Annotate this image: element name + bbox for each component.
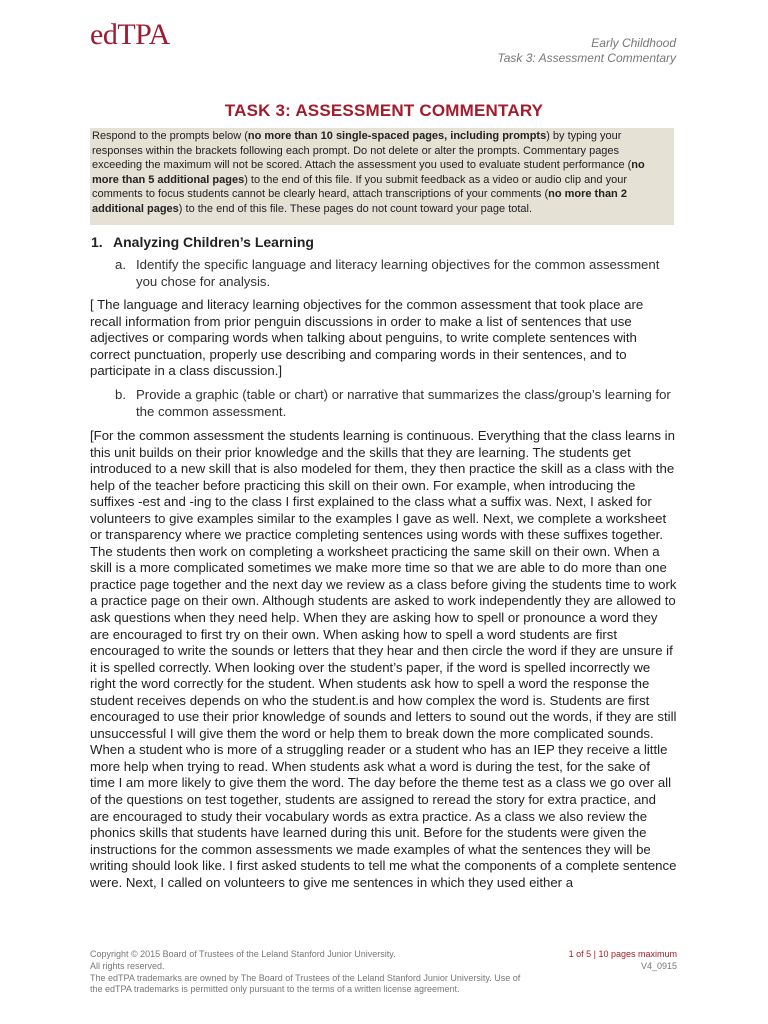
section-number: 1. — [91, 234, 103, 250]
footer-copyright — [90, 949, 530, 996]
prompt-b-text: Provide a graphic (table or chart) or narrative that summarizes the class/group’s learning for the common assessment. — [136, 387, 671, 419]
footer-trademark-line: The edTPA trademarks are owned by The Board of Trustees of the Leland Stanford Junior University. Use of the edTPA trademarks is permitted only pursuant to the terms of a written license agreement. — [90, 972, 521, 995]
instructions-bold-limit: no more than 5 additional pages — [92, 159, 645, 186]
version-label: V4_0915 — [640, 960, 677, 971]
instructions-bold-limit: no more than 10 single-spaced pages, including prompts — [247, 130, 547, 142]
edtpa-logo: edTPA — [90, 18, 170, 51]
prompt-a-text: Identify the specific language and literacy learning objectives for the common assessment you chose for analysis. — [136, 257, 660, 289]
response-b: [For the common assessment the students learning is continuous. Everything that the class learns in this unit builds on their prior knowledge and the skills that they are learning. The students get introduced to a new skill that is also modeled for them, they then practice the skill as a class with the help of the teacher before practicing this skill on their own. For example, when introducing the suffixes -est and -ing to the class I first explained to the class what a suffix was. Next, I asked for volunteers to give examples similar to the examples I gave as well. Next, we complete a worksheet or transparency where we practice completing sentences using words with these suffixes together. The students then work on completing a worksheet practicing the same skill on their own. When a skill is a more complicated sometimes we make more time so that we are able to do more than one practice page together and the next day we review as a class before giving the students time to work a practice page on their own. Although students are asked to work independently they are allowed to ask questions when they need help. When they are asking how to spell or pronounce a word they are encouraged to first try on their own. When asking how to spell a word students are first encouraged to write the sounds or letters that they hear and then circle the word if they are unsure if it is spelled correctly. When looking over the student’s paper, if the word is spelled incorrectly we right the word correctly for the student. When students ask how to spell a word the response the student receives depends on who the student.is and how complex the word is. Students are first encouraged to use their prior knowledge of sounds and letters to sound out the words, if they are still unsuccessful I will give them the word or help them to break down the more complicated sounds. When a student who is more of a struggling reader or a student who has an IEP they receive a little more help when trying to read. When students ask what a word is during the test, for the sake of time I am more likely to give them the word. The day before the theme test as a class we go over all of the questions on test together, students are assigned to reread the story for extra practice, and are encouraged to study their vocabulary words as extra practice. As a class we also review the phonics skills that students have learned during this unit. Before for the students were given the instructions for the common assessments we made examples of what the sentences they will be writing should look like. I first asked students to tell me what the components of a complete sentence were. Next, I called on volunteers to give me sentences in which they used either a — [90, 428, 677, 890]
prompt-b-letter: b. — [115, 387, 126, 402]
footer-copyright-line: Copyright © 2015 Board of Trustees of the Leland Stanford Junior University. — [90, 949, 396, 959]
page-title: TASK 3: ASSESSMENT COMMENTARY — [224, 101, 544, 120]
footer-page-info — [569, 949, 677, 973]
instructions-text: Respond to the prompts below ( — [92, 130, 248, 142]
header-field: Early Childhood — [591, 36, 676, 50]
page-count: 1 of 5 | 10 pages maximum — [568, 949, 677, 959]
section-heading — [91, 234, 314, 250]
response-a: [ The language and literacy learning objectives for the common assessment that took place are recall information from prior penguin discussions in order to make a list of sentences that use adjectives or comparing words when talking about penguins, to write complete sentences with correct punctuation, properly use describing and comparing words in their sentences, and to participate in a class discussion.] — [90, 297, 644, 379]
section-title: Analyzing Children’s Learning — [113, 234, 314, 250]
instructions-bold-limit: no more than 2 additional pages — [92, 188, 627, 215]
instructions-text: ) by typing your responses within the brackets following each prompt. Do not delete or alter the prompts. Commentary pages exceeding the maximum will not be scored. Attach the assessment you used to evaluate student performance ( — [92, 130, 632, 171]
instructions-box — [90, 128, 674, 225]
instructions-text: ) to the end of this file. If you submit feedback as a video or audio clip and your comments to focus students cannot be clearly heard, attach transcriptions of your comments ( — [92, 173, 627, 200]
prompt-b — [115, 387, 675, 420]
document-header — [497, 36, 676, 66]
footer-rights-line: All rights reserved. — [90, 960, 165, 971]
instructions-text: ) to the end of this file. These pages do not count toward your page total. — [178, 202, 533, 215]
prompt-a — [115, 257, 675, 290]
prompt-a-letter: a. — [115, 257, 126, 272]
header-task: Task 3: Assessment Commentary — [497, 51, 676, 65]
